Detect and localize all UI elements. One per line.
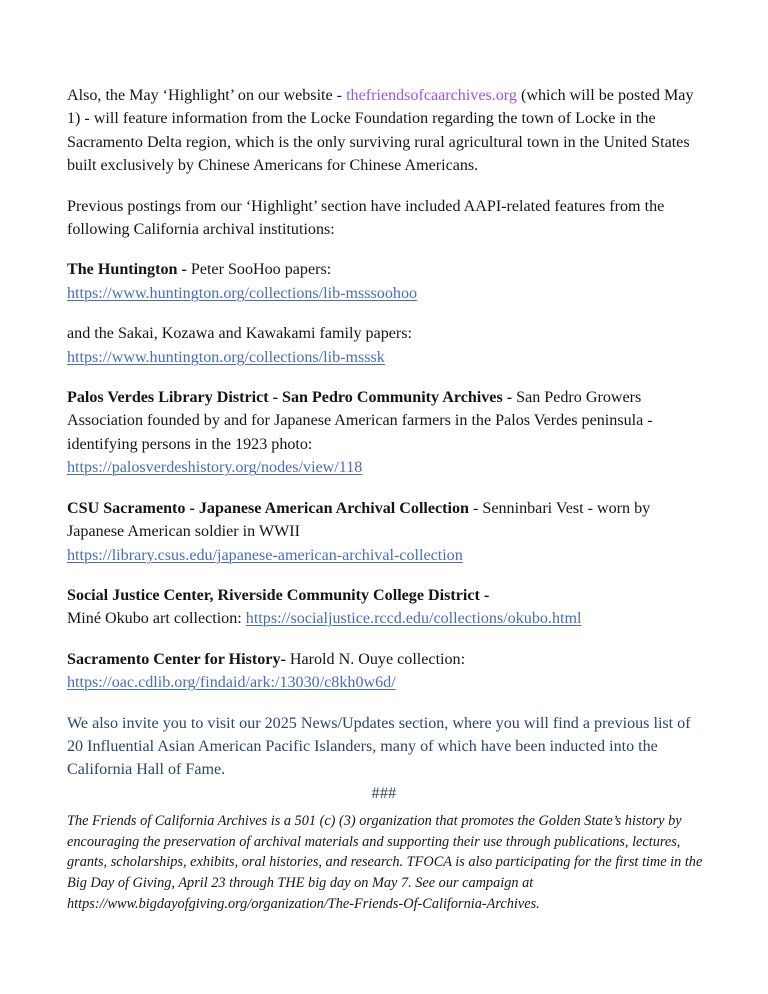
entry-csu-sacramento [67, 497, 701, 567]
entry-huntington-sakai [67, 322, 701, 369]
entry-link[interactable]: https://oac.cdlib.org/findaid/ark:/13030/c8kh0w6d/ [67, 674, 396, 692]
entry-heading: Sacramento Center for History- [67, 650, 286, 668]
intro-text-before-link: Also, the May ‘Highlight’ on our website - [67, 87, 347, 104]
entry-heading: Palos Verdes Library District - San Pedro Community Archives - [67, 389, 513, 407]
entry-heading: Social Justice Center, Riverside Community College District - [67, 586, 490, 604]
document-body [67, 84, 701, 914]
spacer [67, 305, 701, 322]
entry-link[interactable]: https://palosverdeshistory.org/nodes/view/118 [67, 459, 363, 477]
entry-social-justice-center [67, 584, 701, 631]
entry-huntington-soohoo [67, 258, 701, 305]
entry-heading: CSU Sacramento - Japanese American Archival Collection [67, 499, 470, 517]
link-thefriendsofcaarchives[interactable]: thefriendsofcaarchives.org [346, 87, 517, 104]
entry-link[interactable]: https://library.csus.edu/japanese-american-archival-collection [67, 546, 463, 564]
entry-description: San Pedro Growers Association founded by and for Japanese American farmers in the Palos Verdes peninsula - identifying persons in the 1923 photo: [67, 389, 653, 453]
paragraph-invite: We also invite you to visit our 2025 News/Updates section, where you will find a previous list of 20 Influential Asian American Pacific Islanders, many of which have been inducted into the California Hall of Fame. [67, 714, 691, 779]
paragraph-intro [67, 84, 701, 178]
entry-description: Peter SooHoo papers: [186, 261, 332, 279]
entry-link[interactable]: https://socialjustice.rccd.edu/collections/okubo.html [245, 610, 582, 628]
entry-palos-verdes [67, 386, 701, 480]
entry-link[interactable]: https://www.huntington.org/collections/lib-msssk [67, 348, 385, 366]
entry-description: Miné Okubo art collection: [67, 610, 246, 628]
paragraph-previous-postings: Previous postings from our ‘Highlight’ section have included AAPI-related features from the following California archival institutions: [67, 197, 665, 239]
entry-sacramento-center-history [67, 648, 701, 695]
entry-description: Harold N. Ouye collection: [285, 650, 466, 668]
intro-text-after-link: (which will be posted May 1) - will feature information from the Locke Foundation regarding the town of Locke in the Sacramento Delta region, which is the only surviving rural agricultural town in the United States built exclusively by Chinese Americans for Chinese Americans. [67, 87, 694, 175]
section-separator: ### [371, 784, 397, 802]
entry-heading: The Huntington - [67, 261, 187, 279]
entry-description: and the Sakai, Kozawa and Kawakami family papers: [67, 325, 412, 343]
entry-link[interactable]: https://www.huntington.org/collections/lib-msssoohoo [67, 284, 418, 302]
entry-description: - Senninbari Vest - worn by Japanese American soldier in WWII [67, 499, 651, 541]
fineprint-boilerplate [67, 811, 703, 914]
fineprint-text: The Friends of California Archives is a 501 (c) (3) organization that promotes the Golden State’s history by encouraging the preservation of archival materials and supporting their use through publications, lectures, grants, scholarships, exhibits, oral histories, and research. TFOCA is also participating for the first time in the Big Day of Giving, April 23 through THE big day on May 7. See our campaign at https://www.bigdayofgiving.org/organization/The-Friends-Of-California-Archives. [67, 813, 703, 912]
